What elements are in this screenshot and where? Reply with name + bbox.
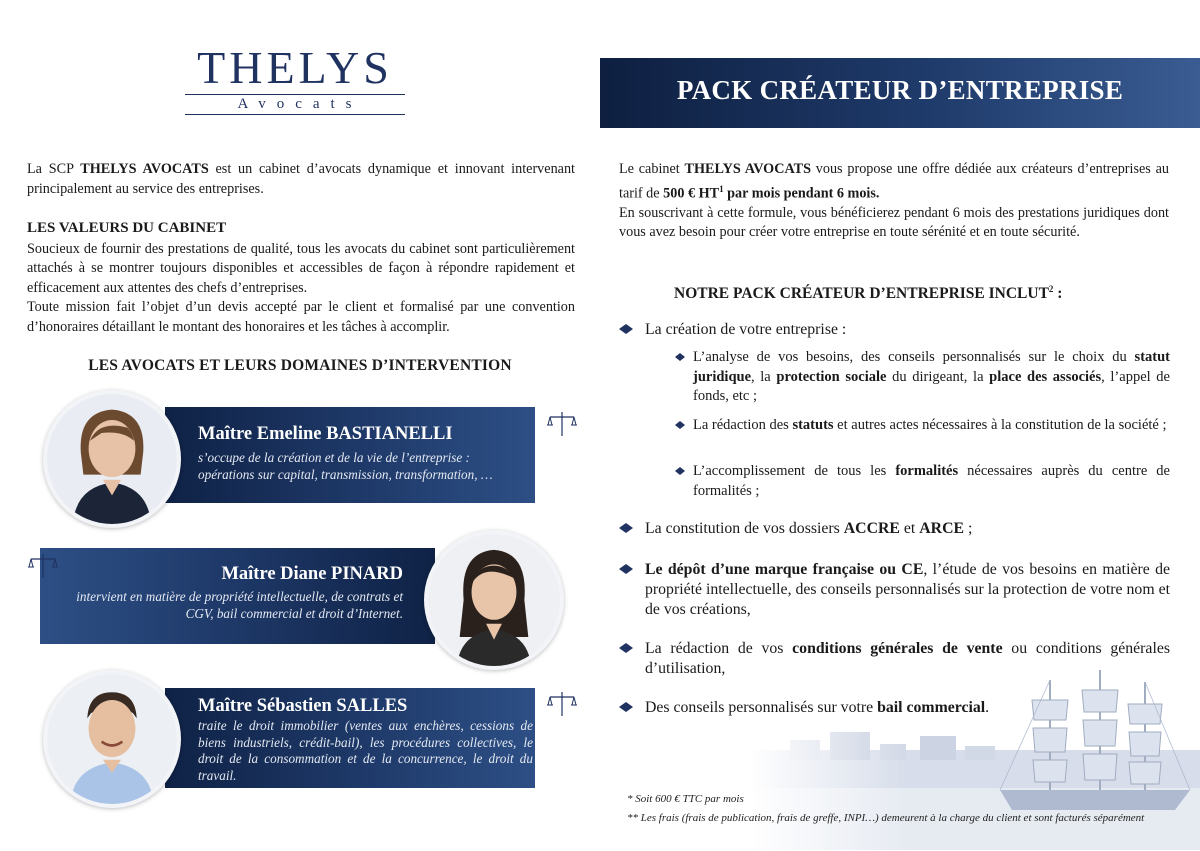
footnotes bbox=[627, 790, 1144, 828]
lawyer-card-pinard bbox=[40, 548, 435, 644]
diamond-bullet-icon bbox=[619, 702, 633, 712]
scales-of-justice-icon bbox=[547, 410, 577, 438]
logo-subtitle: Avocats bbox=[237, 96, 363, 112]
lawyer-description: traite le droit immobilier (ventes aux enchères, cessions de biens industriels, crédit-bail), les procédures collectives, le droit de la consommation et de la concurrence, le droit du travail. bbox=[198, 718, 533, 783]
values-paragraph-2: Toute mission fait l’objet d’un devis accepté par le client et formalisé par une convention d’honoraires détaillant le montant des honoraires et les tâches à accomplir. bbox=[27, 299, 575, 335]
scales-of-justice-icon bbox=[28, 552, 58, 580]
lawyer-photo-pinard bbox=[424, 530, 564, 670]
logo-name: THELYS bbox=[197, 42, 393, 93]
portrait-woman-icon bbox=[47, 394, 177, 524]
lawyer-name: Maître Diane PINARD bbox=[221, 564, 403, 584]
diamond-bullet-icon bbox=[675, 421, 685, 429]
offer-paragraph: Le cabinet THELYS AVOCATS vous propose une offre dédiée aux créateurs d’entreprises au tarif de 500 € $HT^1$ par mois pendant 6 mois. En souscrivant à cette formule, vous bénéficierez pendant 6 mois des prestations juridiques dont vous avez besoin pour créer votre entreprise en toute sérénité et en toute sécurité. bbox=[619, 161, 1169, 241]
right-page: PACK CRÉATEUR D’ENTREPRISE Le cabinet THELYS AVOCATS vous propose une offre dédiée aux créateurs d’entreprises au tarif de 500 € $HT^1$ par mois pendant 6 mois. En souscrivant à cette formule, vous bénéficierez pendant 6 mois des prestations juridiques dont vous avez besoin pour créer votre entreprise en toute sérénité et en toute sécurité. NOTRE PACK CRÉATEUR D’ENTREPRISE INCLUT$^2$ : La création de votre entreprise : L’analyse de vos besoins, des conseils personnalisés sur le choix du statut juridique, la protection sociale du dirigeant, la place des associés, l’appel de fonds, etc ; La rédaction des statuts et autres actes nécessaires à la constitution de la société ; L’accomplissement de tous les formalités nécessaires auprès du centre de formalités ; La constitution de vos dossiers ACCRE et ARCE ; Le dépôt d’une marque française ou CE, l’étude de vos besoins en matière de propriété intellectuelle, des conseils personnalisés sur la protection de votre nom et de vos créations, La rédaction de vos conditions générales de vente ou conditions générales d’utilisation, Des conseils personnalisés sur votre bail commercial. * Soit 600 € TTC par mois ** Les frais (frais de publication, frais de greffe, INPI…) demeurent à la charge du client et sont facturés séparément bbox=[600, 0, 1200, 851]
lawyer-card-bastianelli bbox=[165, 407, 535, 503]
lawyer-card-salles bbox=[165, 688, 535, 788]
lawyer-photo-salles bbox=[43, 670, 181, 808]
diamond-bullet-icon bbox=[619, 523, 633, 533]
pack-banner bbox=[600, 58, 1200, 128]
lawyer-description: s’occupe de la création et de la vie de l’entreprise : opérations sur capital, transmission, transformation, … bbox=[198, 450, 493, 482]
diamond-bullet-icon bbox=[619, 643, 633, 653]
banner-title: PACK CRÉATEUR D’ENTREPRISE bbox=[676, 75, 1124, 105]
lawyers-section-title: LES AVOCATS ET LEURS DOMAINES D’INTERVENTION bbox=[88, 357, 512, 374]
lawyer-name: Maître Sébastien SALLES bbox=[198, 696, 408, 716]
values-title: LES VALEURS DU CABINET bbox=[27, 220, 227, 236]
footnote-1: * Soit 600 € TTC par mois bbox=[627, 793, 744, 805]
values-paragraph-1: Soucieux de fournir des prestations de qualité, tous les avocats du cabinet sont particulièrement attachés à se montrer toujours disponibles et accessibles de façon à répondre rapidement et efficacement aux attentes des chefs d’entreprises. bbox=[27, 240, 575, 296]
diamond-bullet-icon bbox=[675, 353, 685, 361]
lawyer-photo-bastianelli bbox=[43, 390, 181, 528]
scales-of-justice-icon bbox=[547, 690, 577, 718]
footnote-2: ** Les frais (frais de publication, frais de greffe, INPI…) demeurent à la charge du client et sont facturés séparément bbox=[627, 812, 1145, 824]
diamond-bullet-icon bbox=[619, 324, 633, 334]
lawyer-description: intervient en matière de propriété intellectuelle, de contrats et CGV, bail commercial et droit d’Internet. bbox=[76, 589, 403, 621]
values-section bbox=[27, 219, 575, 337]
intro-paragraph: La SCP THELYS AVOCATS est un cabinet d’avocats dynamique et innovant intervenant principalement au service des entreprises. bbox=[27, 161, 575, 197]
diamond-bullet-icon bbox=[675, 467, 685, 475]
portrait-man-icon bbox=[47, 674, 177, 804]
includes-title: NOTRE PACK CRÉATEUR D’ENTREPRISE INCLUT$^2$ : bbox=[674, 284, 1063, 303]
portrait-woman-icon bbox=[428, 534, 560, 666]
diamond-bullet-icon bbox=[619, 564, 633, 574]
thelys-logo bbox=[185, 44, 405, 115]
lawyer-name: Maître Emeline BASTIANELLI bbox=[198, 424, 453, 444]
